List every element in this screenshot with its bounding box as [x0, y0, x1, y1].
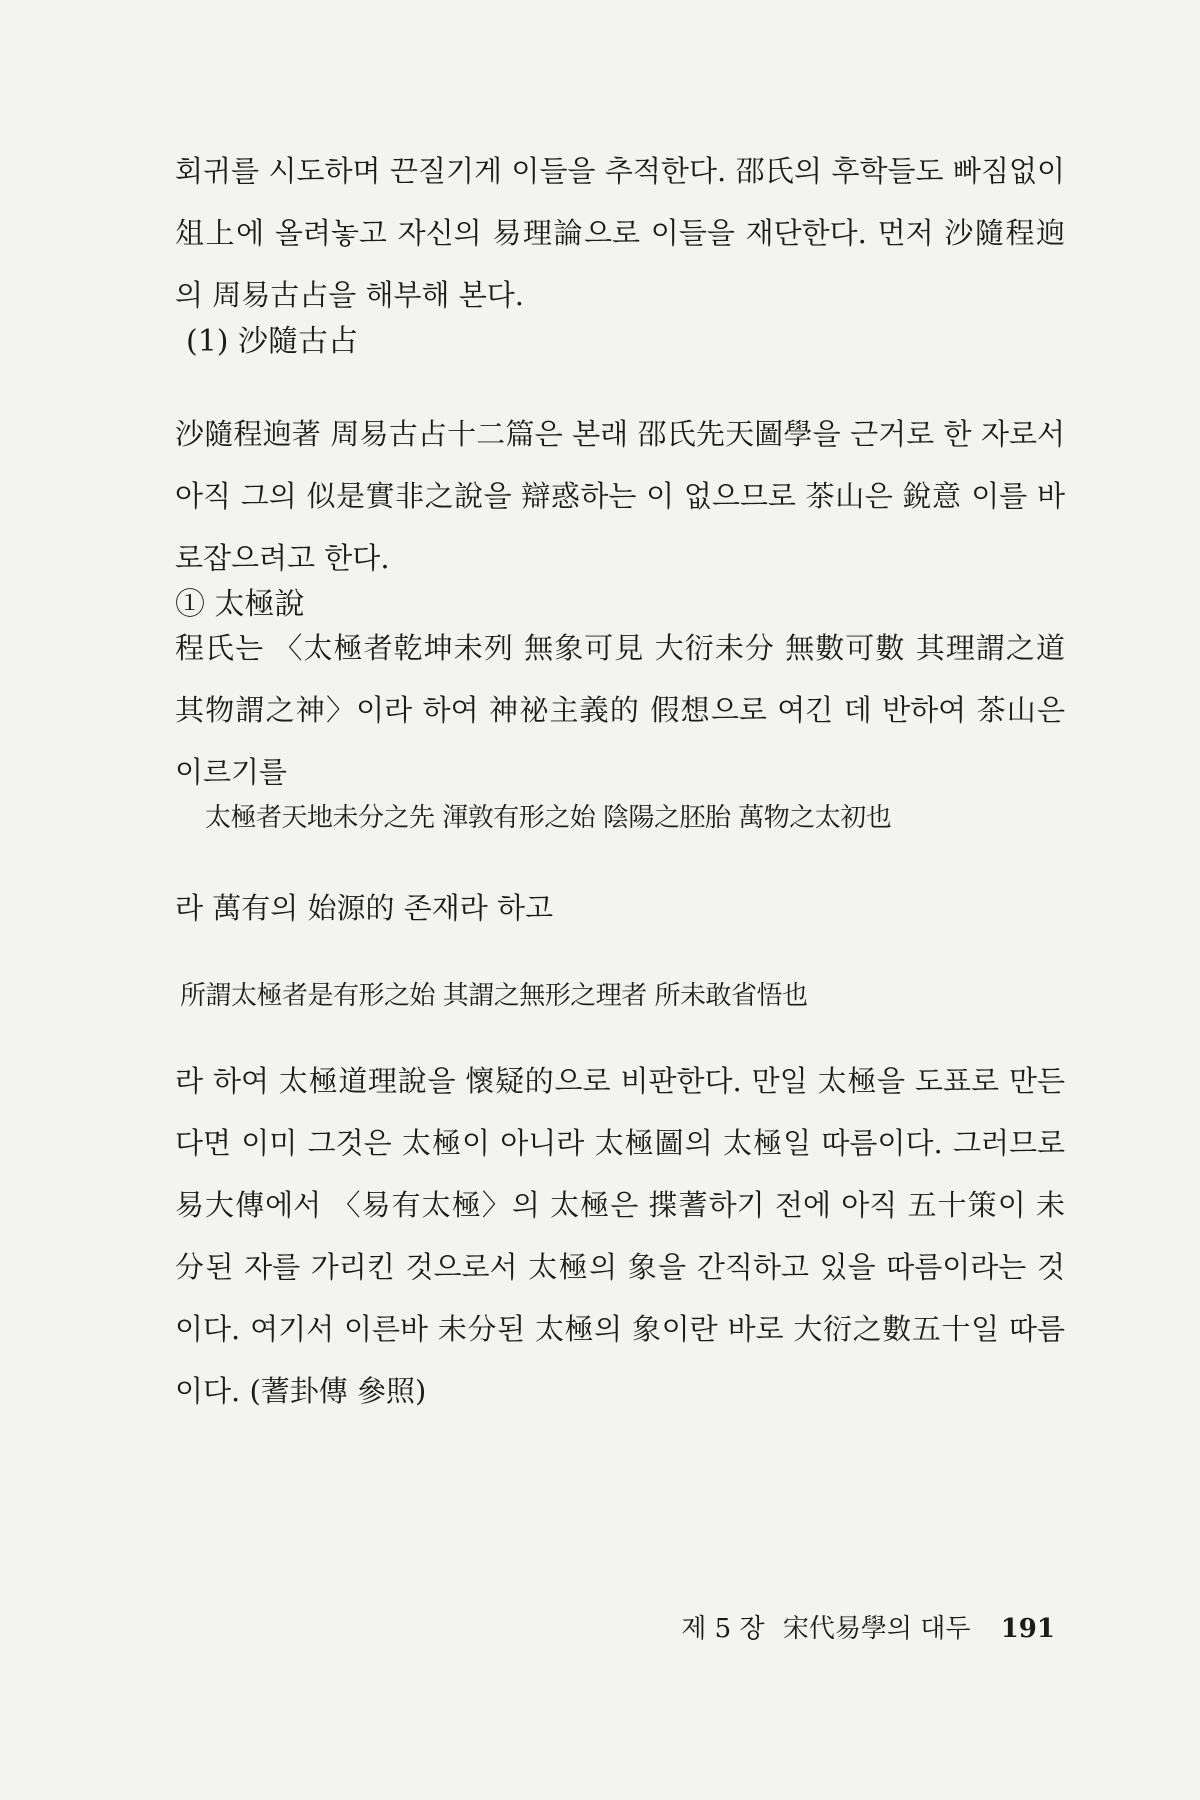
page-number: 191 — [1000, 1614, 1055, 1644]
after-quote-paragraph: 라 萬有의 始源的 존재라 하고 — [175, 891, 553, 925]
subsection-heading: ① 太極說 — [175, 587, 305, 622]
chapter-title: 宋代易學의 대두 — [782, 1614, 971, 1644]
block-quote-2: 所謂太極者是有形之始 其謂之無形之理者 所未敢省悟也 — [180, 981, 808, 1011]
taiji-paragraph: 程氏는 〈太極者乾坤未列 無象可見 大衍未分 無數可數 其理謂之道 其物謂之神〉이라 하여 神祕主義的 假想으로 여긴 데 반하여 茶山은 이르기를 — [175, 631, 1065, 789]
section-heading: (1) 沙隨古占 — [186, 324, 359, 359]
block-quote-1: 太極者天地未分之先 渾敦有形之始 陰陽之胚胎 萬物之太初也 — [205, 803, 892, 833]
section-paragraph: 沙隨程逈著 周易古占十二篇은 본래 邵氏先天圖學을 근거로 한 자로서 아직 그의 似是實非之說을 辯惑하는 이 없으므로 茶山은 銳意 이를 바로잡으려고 한다. — [175, 417, 1065, 575]
page-footer — [671, 1612, 1055, 1646]
intro-paragraph: 회귀를 시도하며 끈질기게 이들을 추적한다. 邵氏의 후학들도 빠짐없이 俎上에 올려놓고 자신의 易理論으로 이들을 재단한다. 먼저 沙隨程逈의 周易古占을 해부해 본다. — [175, 154, 1065, 312]
chapter-label: 제 5 장 — [681, 1614, 765, 1644]
final-paragraph: 라 하여 太極道理說을 懷疑的으로 비판한다. 만일 太極을 도표로 만든다면 이미 그것은 太極이 아니라 太極圖의 太極일 따름이다. 그러므로 易大傳에서 〈易有太極〉의 太極은 揲蓍하기 전에 아직 五十策이 未分된 자를 가리킨 것으로서 太極의 象을 간직하고 있을 따름이라는 것이다. 여기서 이른바 未分된 太極의 象이란 바로 大衍之數五十일 따름이다. (蓍卦傳 參照) — [175, 1064, 1065, 1408]
